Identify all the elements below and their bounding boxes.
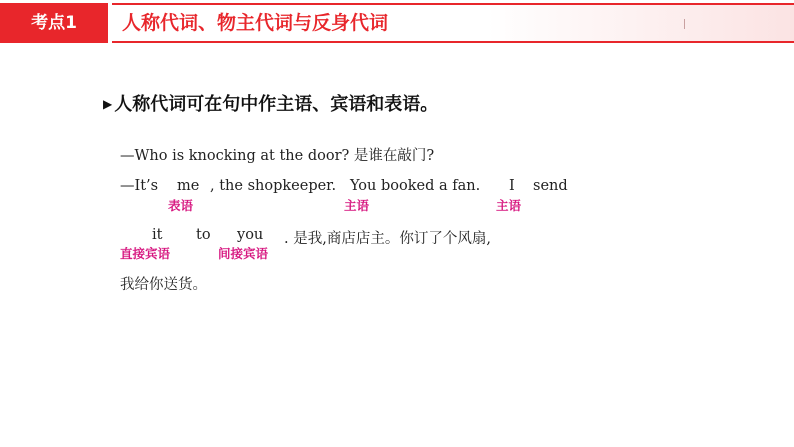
word-it: it: [152, 227, 163, 243]
dialog-line-1: —Who is knocking at the door? 是谁在敲门?: [120, 148, 435, 164]
header: [0, 0, 794, 46]
translation-part-1: . 是我,商店店主。你订了个风扇,: [284, 231, 491, 247]
word-i: I: [509, 178, 515, 194]
key-point-text: 人称代词可在句中作主语、宾语和表语。: [114, 94, 439, 115]
topic-tag: 考点1: [0, 3, 108, 43]
annotation-direct-object: 直接宾语: [120, 246, 171, 261]
word-shopkeeper: , the shopkeeper.: [210, 178, 337, 194]
key-point: [103, 90, 438, 116]
title-bar: [112, 3, 794, 43]
word-send: send: [533, 178, 568, 194]
annotation-subject-i: 主语: [496, 198, 522, 213]
word-you: you: [237, 227, 264, 243]
annotation-subject-you: 主语: [344, 198, 370, 213]
annotation-indirect-object: 间接宾语: [218, 246, 269, 261]
divider: [684, 19, 685, 29]
triangle-bullet-icon: ▶: [103, 97, 113, 111]
word-me: me: [177, 178, 200, 194]
annotation-predicative: 表语: [168, 198, 194, 213]
word-you-booked: You booked a fan.: [350, 178, 481, 194]
section-title: 人称代词、物主代词与反身代词: [122, 12, 389, 34]
translation-part-2: 我给你送货。: [120, 277, 207, 293]
word-its: —It’s: [120, 178, 159, 194]
word-to: to: [196, 227, 211, 243]
